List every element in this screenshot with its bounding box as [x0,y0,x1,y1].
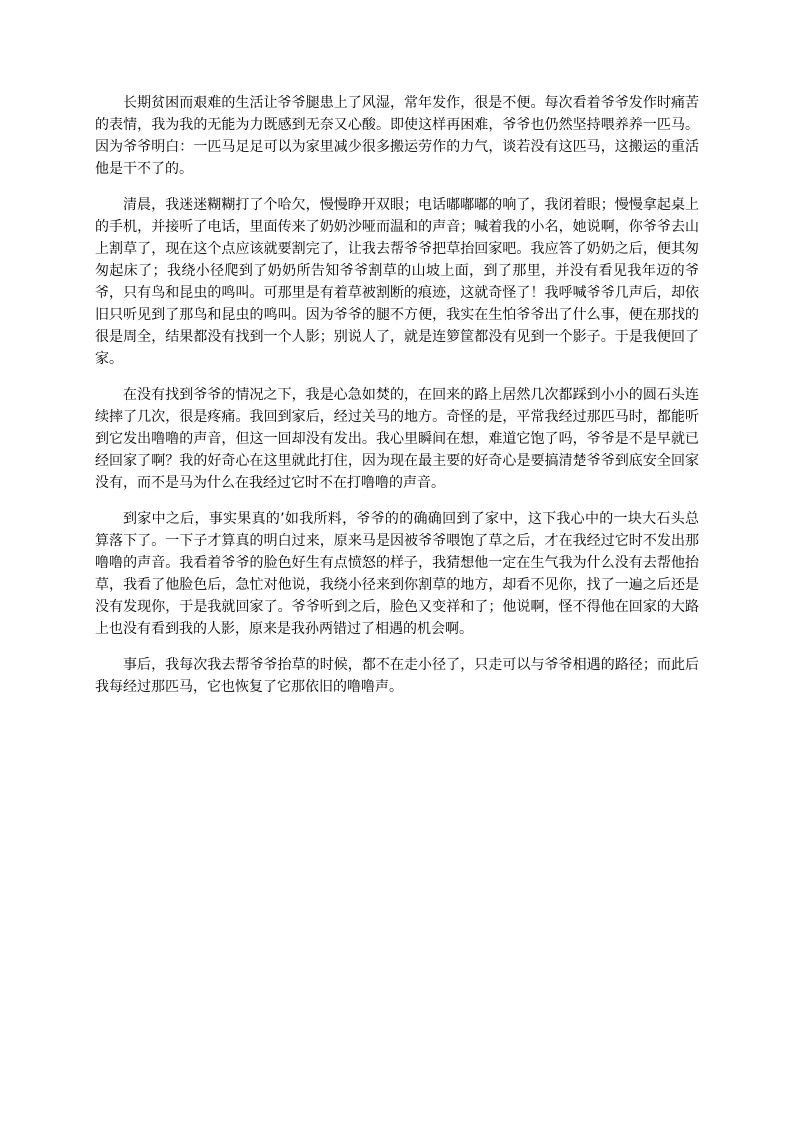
paragraph-5: 事后，我每次我去帮爷爷抬草的时候，都不在走小径了，只走可以与爷爷相遇的路径；而此后我每经过那匹马，它也恢复了它那依旧的噜噜声。 [95,657,699,695]
document-body [95,92,699,712]
paragraph-4: 到家中之后，事实果真的’如我所料，爷爷的的确确回到了家中，这下我心中的一块大石头总算落下了。一下子才算真的明白过来，原来马是因被爷爷喂饱了草之后，才在我经过它时不发出那噜噜的声音。我看着爷爷的脸色好生有点愤怒的样子，我猜想他一定在生气我为什么没有去帮他抬草，我看了他脸色后，急忙对他说，我绕小径来到你割草的地方，却看不见你，找了一遍之后还是没有发现你，于是我就回家了。爷爷听到之后，脸色又变祥和了；他说啊，怪不得他在回家的大路上也没有看到我的人影，原来是我孙两错过了相遇的机会啊。 [95,511,699,637]
paragraph-3: 在没有找到爷爷的情况之下，我是心急如焚的，在回来的路上居然几次都踩到小小的圆石头连续摔了几次，很是疼痛。我回到家后，经过关马的地方。奇怪的是，平常我经过那匹马时，都能听到它发出噜噜的声音，但这一回却没有发出。我心里瞬间在想，难道它饱了吗，爷爷是不是早就已经回家了啊？我的好奇心在这里就此打住，因为现在最主要的好奇心是要搞清楚爷爷到底安全回家没有，而不是马为什么在我经过它时不在打噜噜的声音。 [95,387,699,491]
paragraph-1: 长期贫困而艰难的生活让爷爷腿患上了风湿，常年发作，很是不便。每次看着爷爷发作时痛苦的表情，我为我的无能为力既感到无奈又心酸。即使这样再困难，爷爷也仍然坚持喂养养一匹马。因为爷爷明白：一匹马足足可以为家里减少很多搬运劳作的力气，谈若没有这匹马，这搬运的重活他是干不了的。 [95,95,699,177]
paragraph-2: 清晨，我迷迷糊糊打了个哈欠，慢慢睁开双眼；电话嘟嘟嘟的响了，我闭着眼；慢慢拿起桌上的手机，并接听了电话，里面传来了奶奶沙哑而温和的声音；喊着我的小名，她说啊，你爷爷去山上割草了，现在这个点应该就要割完了，让我去帮爷爷把草抬回家吧。我应答了奶奶之后，便其匆匆起床了；我绕小径爬到了奶奶所告知爷爷割草的山坡上面，到了那里，并没有看见我年迈的爷爷，只有鸟和昆虫的鸣叫。可那里是有着草被割断的痕迹，这就奇怪了！我呼喊爷爷几声后，却依旧只听见到了那鸟和昆虫的鸣叫。因为爷爷的腿不方便，我实在生怕爷爷出了什么事，便在那找的很是周全，结果都没有找到一个人影；别说人了，就是连箩筐都没有见到一个影子。于是我便回了家。 [95,197,699,367]
